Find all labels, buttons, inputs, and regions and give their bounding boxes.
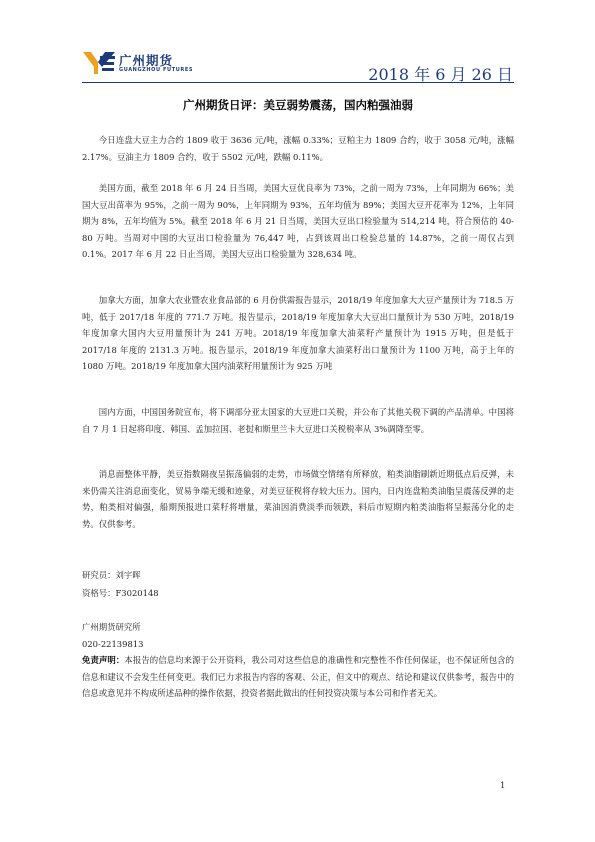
qualification-number: 资格号：F3020148 [82, 587, 159, 598]
paragraph-market-close [82, 132, 514, 165]
page-number: 1 [500, 780, 506, 790]
header-divider [82, 82, 514, 83]
report-title: 广州期货日评：美豆弱势震荡，国内粕强油弱 [183, 98, 413, 112]
paragraph-domestic [82, 404, 514, 437]
page-header [0, 0, 595, 84]
paragraph-us-market [82, 180, 514, 263]
author-block [82, 567, 159, 602]
disclaimer-text: 本报告的信息均来源于公开资料，我公司对这些信息的准确性和完整性不作任何保证，也不保证所包含的信息和建议不会发生任何变更。我们已力求报告内容的客观、公正，但文中的观点、结论和建议仅供参考，报告中的信息或意见并不构成所述品种的操作依据，投资者据此做出的任何投资决策与本公司和作者无关。 [82, 655, 515, 698]
disclaimer [82, 652, 514, 702]
paragraph-text: 国内方面，中国国务院宣布，将下调部分亚太国家的大豆进口关税，并公布了其他关税下调的产品清单。中国将自 7 月 1 日起将印度、韩国、孟加拉国、老挝和斯里兰卡大豆进口关税税率从 3%调降至零。 [82, 407, 514, 434]
paragraph-canada [82, 292, 514, 375]
paragraph-text: 加拿大方面，加拿大农业暨农业食品部的 6 月份供需报告显示，2018/19 年度加拿大大豆产量预计为 718.5 万吨，低于 2017/18 年度的 771.7 万吨。报告显示，2018/19 年度加拿大大豆出口量预计为 530 万吨，2018/19 年度加拿大国内大豆用量预计为 241 万吨。2018/19 年度加拿大油菜籽产量预计为 1915 万吨，但是低于 2017/18 年度的 2131.3 万吨。报告显示，2018/19 年度加拿大油菜籽出口量预计为 1100 万吨，高于上年的 1080 万吨。2018/19 年度加拿大国内油菜籽用量预计为 925 万吨 [82, 295, 514, 371]
researcher-name: 研究员：刘宇晖 [82, 570, 141, 580]
company-logo [82, 50, 212, 76]
footer-block [82, 619, 514, 702]
paragraph-outlook [82, 466, 514, 532]
institute-name: 广州期货研究所 [82, 622, 141, 632]
report-date: 2018 年 6 月 26 日 [368, 65, 513, 84]
logo-chinese-name: 广州期货 [119, 53, 174, 68]
disclaimer-label: 免责声明： [82, 655, 125, 665]
paragraph-text: 消息面整体平静，美豆指数隔夜呈振荡偏弱的走势，市场做空情绪有所释放，粕类油脂刷新近期低点后反弹，未来仍需关注消息面变化，贸易争端无缓和迹象，对美豆征税将存较大压力。国内，日内连盘粕类油脂呈震荡反弹的走势，粕类相对偏强，船期预报进口菜籽将增量，菜油因消费淡季而领跌，料后市短期内粕类油脂将呈振荡分化的走势。仅供参考。 [82, 469, 514, 529]
logo-english-name: GUANGZHOU FUTURES [119, 67, 194, 73]
paragraph-text: 今日连盘大豆主力合约 1809 收于 3636 元/吨，涨幅 0.33%；豆粕主力 1809 合约，收于 3058 元/吨，涨幅 2.17%。豆油主力 1809 合约，收于 5502 元/吨，跌幅 0.11%。 [82, 135, 514, 162]
logo-mark-icon [82, 50, 116, 76]
paragraph-text: 美国方面，截至 2018 年 6 月 24 日当周，美国大豆优良率为 73%，之前一周为 73%，上年同期为 66%；美国大豆出苗率为 95%，之前一周为 90%，上年同期为 93%，五年均值为 89%；美国大豆开花率为 12%，上年同期为 8%，五年均值为 5%。截至 2018 年 6 月 21 日当周，美国大豆出口检验量为 514,214 吨，符合预估的 40-80 万吨。当周对中国的大豆出口检验量为 76,447 吨，占到该周出口检验总量的 14.87%，之前一周仅占到 0.1%。2017 年 6 月 22 日止当周，美国大豆出口检验量为 328,634 吨。 [82, 183, 514, 259]
phone-number: 020-22139813 [82, 638, 144, 649]
